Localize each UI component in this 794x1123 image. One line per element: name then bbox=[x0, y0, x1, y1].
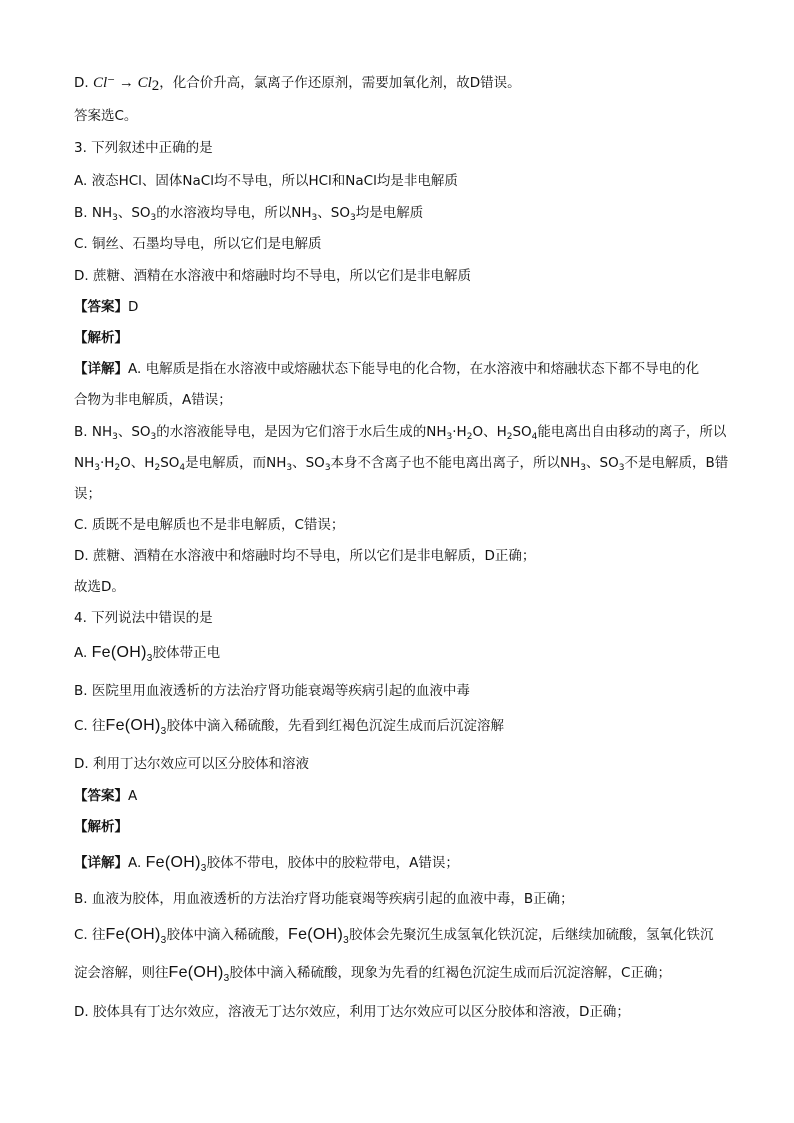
option-d-line bbox=[74, 74, 521, 95]
formula-subscript: 2 bbox=[151, 78, 160, 94]
detail-text: 胶体中滴入稀硫酸， bbox=[166, 927, 289, 943]
q3-detail-line-2: 合物为非电解质，A错误； bbox=[74, 392, 232, 408]
q3-option-a: A. 液态HCl、固体NaCl均不导电，所以HCl和NaCl均是非电解质 bbox=[74, 173, 458, 189]
subscript: 2 bbox=[506, 432, 513, 442]
text-part: 的水溶液均导电，所以NH bbox=[156, 205, 312, 221]
q3-detail-line-4 bbox=[74, 454, 728, 477]
answer-value: A bbox=[128, 788, 138, 804]
text-part: 均是电解质 bbox=[355, 205, 424, 221]
formula-subscript: 3 bbox=[223, 973, 230, 984]
formula-subscript: 3 bbox=[160, 935, 167, 946]
formula-iron-hydroxide: Fe(OH) bbox=[145, 854, 201, 871]
q4-detail-line-3 bbox=[74, 926, 714, 950]
q4-option-d: D. 利用丁达尔效应可以区分胶体和溶液 bbox=[74, 756, 309, 772]
q3-option-d: D. 蔗糖、酒精在水溶液中和熔融时均不导电，所以它们是非电解质 bbox=[74, 268, 471, 284]
option-label: D. bbox=[74, 75, 93, 91]
subscript: 3 bbox=[311, 213, 318, 223]
q3-detail-line-1 bbox=[74, 360, 699, 378]
option-text: 胶体中滴入稀硫酸，先看到红褐色沉淀生成而后沉淀溶解 bbox=[166, 718, 505, 734]
text-part: 不是电解质，B错 bbox=[624, 455, 729, 471]
q4-detail-line-2: B. 血液为胶体，用血液透析的方法治疗肾功能衰竭等疾病引起的血液中毒，B正确； bbox=[74, 891, 574, 907]
subscript: 2 bbox=[114, 463, 121, 473]
option-label: C. 往 bbox=[74, 927, 106, 943]
formula-subscript: 3 bbox=[200, 863, 207, 874]
detail-tag: 【详解】 bbox=[74, 855, 128, 871]
formula-arrow: ⁻ → bbox=[107, 75, 138, 91]
answer-line: 答案选C。 bbox=[74, 108, 138, 124]
subscript: 4 bbox=[531, 432, 538, 442]
text-part: O、H bbox=[120, 455, 155, 471]
answer-value: D bbox=[128, 299, 139, 315]
text-part: 的水溶液能导电，是因为它们溶于水后生成的NH bbox=[156, 424, 447, 440]
text-part: B. NH bbox=[74, 205, 113, 221]
q4-option-a bbox=[74, 644, 220, 668]
subscript: 3 bbox=[286, 463, 293, 473]
subscript: 3 bbox=[94, 463, 100, 473]
text-part: 、SO bbox=[317, 205, 350, 221]
text-part: B. NH bbox=[74, 424, 113, 440]
q3-option-c: C. 铜丝、石墨均导电，所以它们是电解质 bbox=[74, 236, 322, 252]
text-part: 、SO bbox=[117, 424, 151, 440]
text-part: NH bbox=[74, 455, 95, 471]
subscript: 3 bbox=[324, 463, 331, 473]
subscript: 2 bbox=[466, 432, 473, 442]
q3-detail-line-3 bbox=[74, 423, 726, 446]
formula-chloride: Cl bbox=[92, 75, 108, 91]
question-3-stem: 3. 下列叙述中正确的是 bbox=[74, 140, 213, 156]
q4-analysis-tag: 【解析】 bbox=[74, 819, 128, 835]
answer-tag: 【答案】 bbox=[74, 299, 128, 315]
subscript: 3 bbox=[618, 463, 625, 473]
q3-option-b bbox=[74, 204, 423, 227]
formula-subscript: 3 bbox=[146, 653, 153, 664]
q3-answer bbox=[74, 298, 138, 316]
text-part: 能电离出自由移动的离子，所以 bbox=[537, 424, 727, 440]
text-part: 、SO bbox=[586, 455, 619, 471]
text-part: 是电解质，而NH bbox=[185, 455, 287, 471]
formula-iron-hydroxide: Fe(OH) bbox=[91, 644, 147, 661]
text-part: ·H bbox=[99, 455, 115, 471]
q4-option-b: B. 医院里用血液透析的方法治疗肾功能衰竭等疾病引起的血液中毒 bbox=[74, 683, 470, 699]
question-4-stem: 4. 下列说法中错误的是 bbox=[74, 610, 213, 626]
text-part: SO bbox=[512, 424, 532, 440]
q4-detail-line-5: D. 胶体具有丁达尔效应，溶液无丁达尔效应，利用丁达尔效应可以区分胶体和溶液，D正确； bbox=[74, 1004, 630, 1020]
subscript: 3 bbox=[112, 213, 118, 223]
text-part: 、SO bbox=[117, 205, 151, 221]
subscript: 3 bbox=[150, 432, 157, 442]
text-part: 、SO bbox=[292, 455, 325, 471]
text-part: 本身不含离子也不能电离出离子，所以NH bbox=[330, 455, 581, 471]
subscript: 3 bbox=[112, 432, 118, 442]
q4-option-c bbox=[74, 717, 504, 741]
formula-chlorine: Cl bbox=[137, 75, 152, 91]
q3-detail-line-6: C. 质既不是电解质也不是非电解质，C错误； bbox=[74, 517, 345, 533]
option-label: C. 往 bbox=[74, 718, 106, 734]
q3-analysis-tag: 【解析】 bbox=[74, 330, 128, 346]
detail-text: 淀会溶解，则往 bbox=[74, 965, 169, 981]
detail-text: A. 电解质是指在水溶液中或熔融状态下能导电的化合物，在水溶液中和熔融状态下都不导电的化 bbox=[128, 361, 700, 377]
subscript: 3 bbox=[349, 213, 356, 223]
subscript: 3 bbox=[580, 463, 587, 473]
formula-iron-hydroxide: Fe(OH) bbox=[105, 926, 161, 943]
formula-iron-hydroxide: Fe(OH) bbox=[288, 926, 344, 943]
formula-iron-hydroxide: Fe(OH) bbox=[168, 964, 224, 981]
subscript: 3 bbox=[150, 213, 157, 223]
subscript: 2 bbox=[154, 463, 161, 473]
subscript: 3 bbox=[446, 432, 453, 442]
q4-detail-line-4 bbox=[74, 964, 671, 988]
formula-subscript: 3 bbox=[343, 935, 350, 946]
answer-tag: 【答案】 bbox=[74, 788, 128, 804]
q3-conclusion: 故选D。 bbox=[74, 579, 125, 595]
detail-text: 胶体会先聚沉生成氢氧化铁沉淀，后继续加硫酸，氢氧化铁沉 bbox=[349, 927, 714, 943]
text-part: O、H bbox=[472, 424, 507, 440]
option-text: 胶体带正电 bbox=[152, 645, 221, 661]
q4-answer bbox=[74, 787, 137, 805]
formula-subscript: 3 bbox=[160, 726, 167, 737]
q4-detail-line-1 bbox=[74, 854, 459, 878]
text-part: ·H bbox=[452, 424, 467, 440]
q3-detail-line-5: 误； bbox=[74, 486, 101, 502]
option-text: ，化合价升高，氯离子作还原剂，需要加氧化剂，故D错误。 bbox=[159, 75, 521, 91]
detail-text: 胶体中滴入稀硫酸，现象为先看的红褐色沉淀生成而后沉淀溶解，C正确； bbox=[229, 965, 671, 981]
detail-text: 胶体不带电，胶体中的胶粒带电，A错误； bbox=[206, 855, 459, 871]
detail-tag: 【详解】 bbox=[74, 361, 128, 377]
subscript: 4 bbox=[179, 463, 186, 473]
formula-iron-hydroxide: Fe(OH) bbox=[105, 717, 161, 734]
option-label: A. bbox=[74, 645, 92, 661]
q3-detail-line-7: D. 蔗糖、酒精在水溶液中和熔融时均不导电，所以它们是非电解质，D正确； bbox=[74, 548, 536, 564]
option-label: A. bbox=[128, 855, 146, 871]
text-part: SO bbox=[160, 455, 180, 471]
